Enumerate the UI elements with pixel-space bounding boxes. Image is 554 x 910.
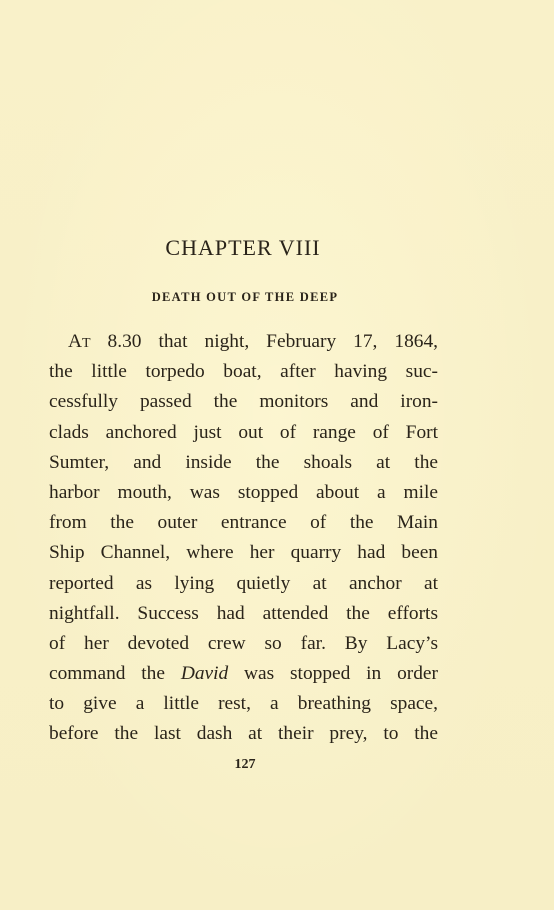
chapter-heading: CHAPTER VIII: [165, 235, 321, 260]
text-line-7: from the outer entrance of the Main: [49, 512, 438, 534]
text-line-1: [49, 327, 438, 357]
text-line-1-rest: 8.30 that night, February 17, 1864,: [90, 331, 438, 352]
text-line-6: harbor mouth, was stopped about a mile: [49, 481, 438, 503]
page-number: 127: [234, 757, 256, 772]
text-line-4: clads anchored just out of range of Fort: [49, 421, 438, 443]
ship-name-david: David: [180, 663, 229, 685]
text-line-5: Sumter, and inside the shoals at the: [49, 451, 438, 473]
text-line-8: Ship Channel, where her quarry had been: [49, 542, 438, 564]
text-line-14: before the last dash at their prey, to the: [49, 723, 438, 745]
body-text: [49, 327, 438, 750]
opening-small-caps-word: At: [68, 331, 91, 352]
text-line-9: reported as lying quietly at anchor at: [49, 572, 438, 594]
text-line-13: to give a little rest, a breathing space,: [49, 693, 438, 715]
text-line-12: [49, 659, 438, 689]
text-line-10: nightfall. Success had attended the efforts: [49, 602, 438, 624]
chapter-subtitle: DEATH OUT OF THE DEEP: [151, 290, 339, 304]
text-line-3: cessfully passed the monitors and iron-: [49, 391, 438, 413]
text-line-2: the little torpedo boat, after having suc-: [49, 361, 438, 383]
text-line-12-after: was stopped in order: [228, 663, 438, 685]
text-line-12-before: command the: [49, 663, 181, 685]
text-line-11: of her devoted crew so far. By Lacy’s: [49, 632, 438, 654]
